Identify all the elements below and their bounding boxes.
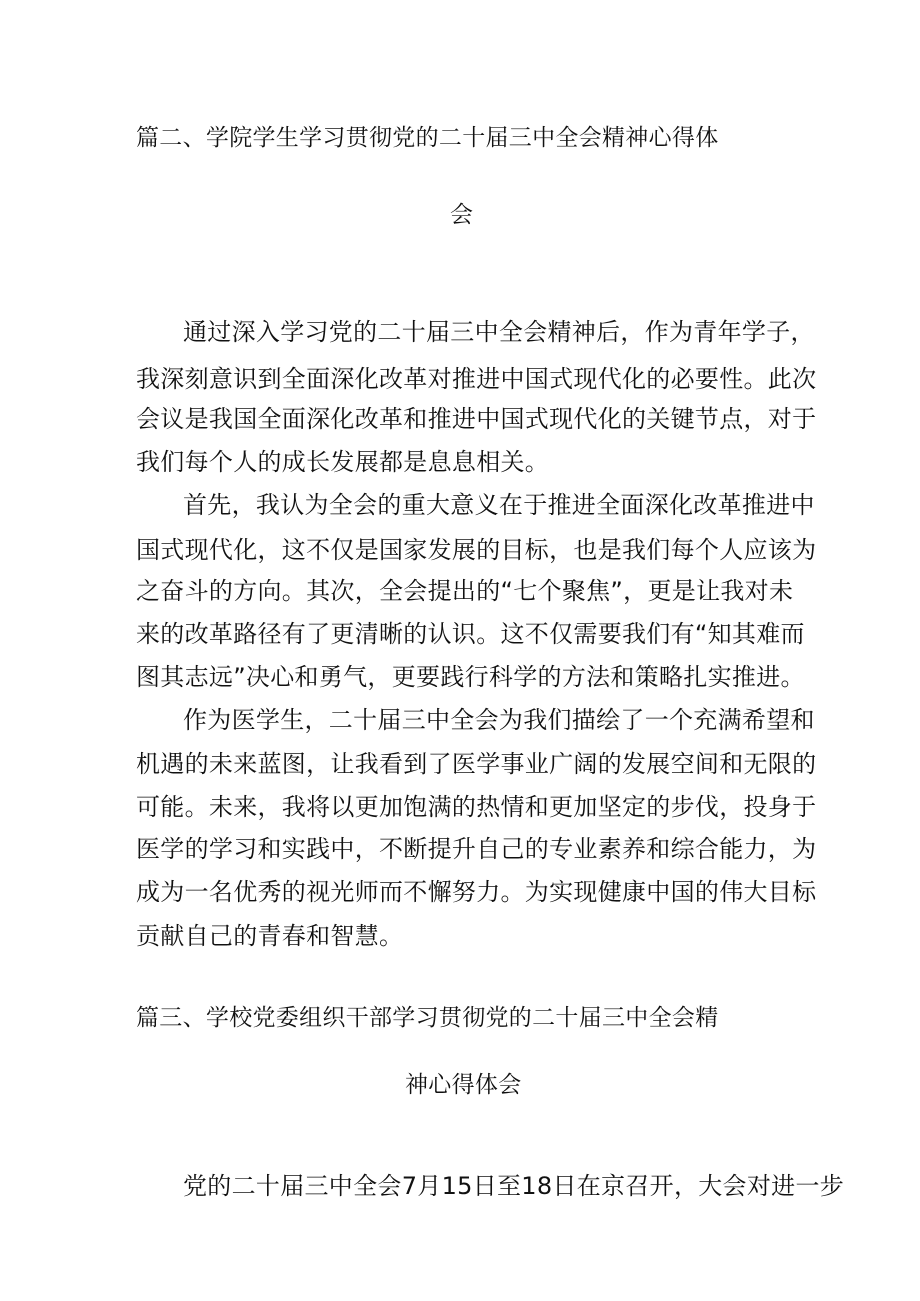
paragraph-line: 首先，我认为全会的重大意义在于推进全面深化改革推进中 <box>183 491 815 519</box>
paragraph-line: 作为医学生，二十届三中全会为我们描绘了一个充满希望和 <box>183 706 815 734</box>
paragraph-line: 图其志远”决心和勇气，更要践行科学的方法和策略扎实推进。 <box>136 663 805 691</box>
section-2-title-line-2: 会 <box>450 202 474 228</box>
paragraph-line: 可能。未来，我将以更加饱满的热情和更加坚定的步伐，投身于 <box>136 793 817 821</box>
paragraph-line: 我深刻意识到全面深化改革对推进中国式现代化的必要性。此次 <box>136 365 817 393</box>
paragraph-line: 医学的学习和实践中，不断提升自己的专业素养和综合能力，为 <box>136 835 817 863</box>
paragraph-line: 来的改革路径有了更清晰的认识。这不仅需要我们有“知其难而 <box>136 620 805 648</box>
paragraph-line: 之奋斗的方向。其次，全会提出的“七个聚焦”，更是让我对未 <box>136 577 794 605</box>
paragraph-line: 国式现代化，这不仅是国家发展的目标，也是我们每个人应该为 <box>136 536 817 564</box>
paragraph-line: 贡献自己的青春和智慧。 <box>136 922 404 950</box>
section-3-title-line-2: 神心得体会 <box>405 1072 522 1098</box>
section-2-title-line-1: 篇二、学院学生学习贯彻党的二十届三中全会精神心得体 <box>136 125 719 151</box>
paragraph-line: 党的二十届三中全会7月15日至18日在京召开，大会对进一步 <box>183 1172 845 1200</box>
paragraph-line: 我们每个人的成长发展都是息息相关。 <box>136 448 550 476</box>
paragraph-line: 机遇的未来蓝图，让我看到了医学事业广阔的发展空间和无限的 <box>136 750 817 778</box>
paragraph-line: 通过深入学习党的二十届三中全会精神后，作为青年学子， <box>183 318 815 346</box>
paragraph-line: 成为一名优秀的视光师而不懈努力。为实现健康中国的伟大目标 <box>136 878 817 906</box>
section-3-title-line-1: 篇三、学校党委组织干部学习贯彻党的二十届三中全会精 <box>136 1005 719 1031</box>
paragraph-line: 会议是我国全面深化改革和推进中国式现代化的关键节点，对于 <box>136 405 817 433</box>
